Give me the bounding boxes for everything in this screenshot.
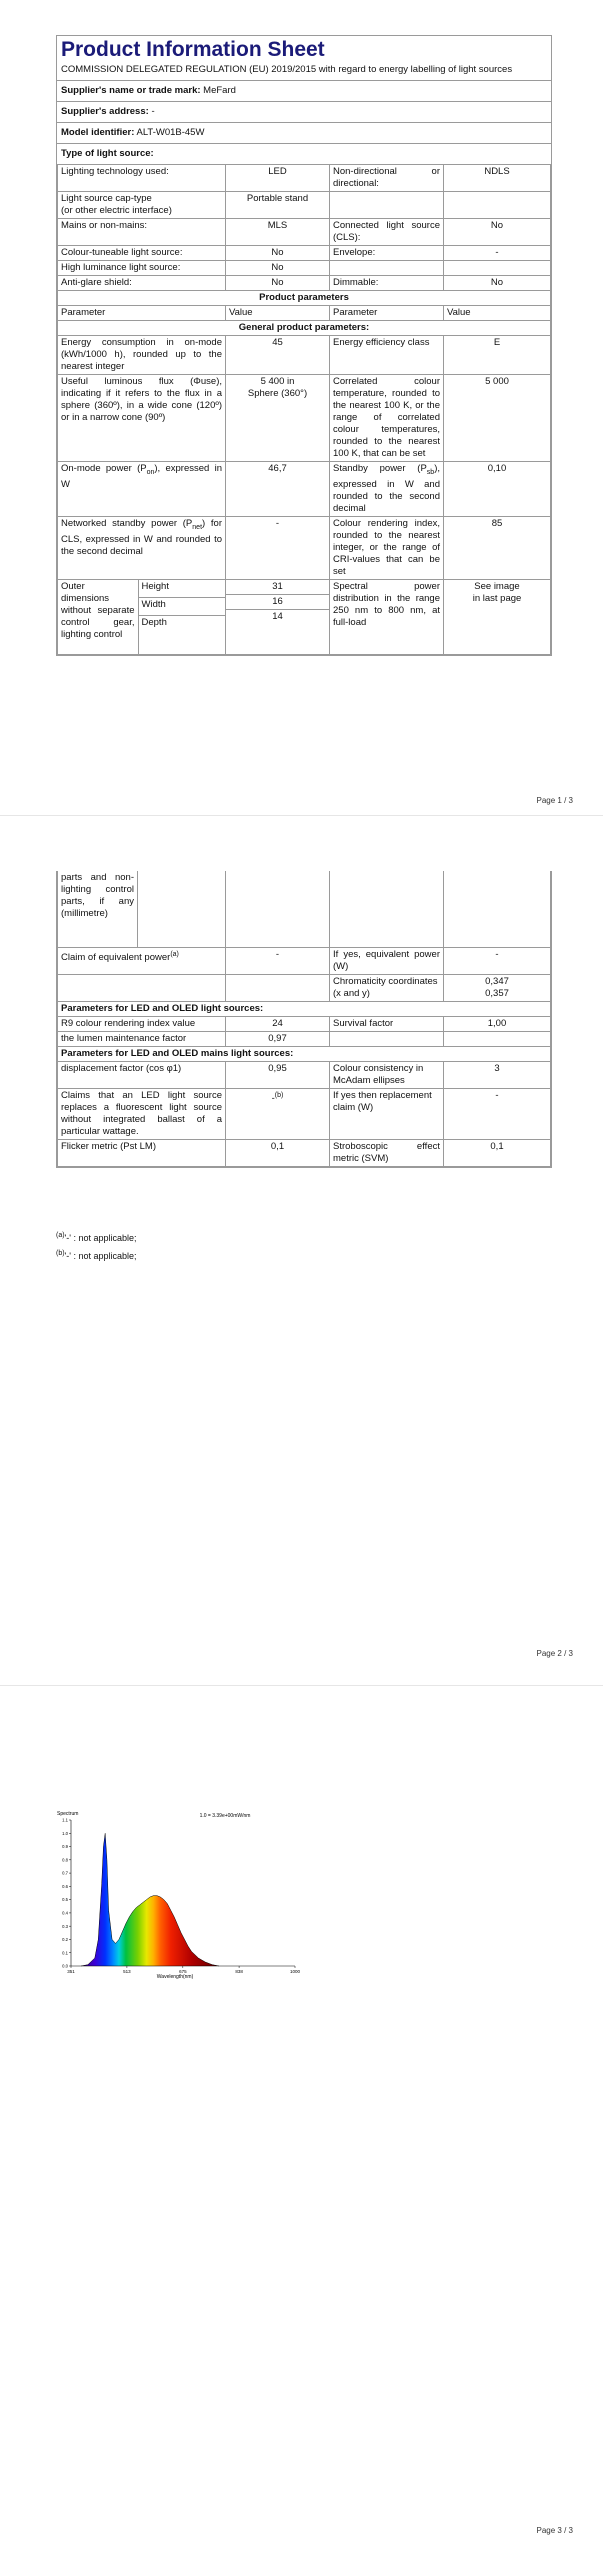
width-value: 16 [226, 595, 329, 610]
y-tick-label: 0.5 [62, 1897, 68, 1903]
equivalent-power-label: Claim of equivalent power$^{(a)}$ [58, 948, 226, 975]
non-directional-label: Non-directional or directional: [330, 165, 444, 192]
footnote-a: $^{(a)}$'-' : not applicable; [56, 1232, 137, 1243]
y-tick-label: 0.0 [62, 1963, 68, 1969]
high-luminance-value: No [226, 261, 330, 276]
product-parameters-heading: Product parameters [58, 291, 551, 306]
depth-value: 14 [272, 610, 283, 622]
model-value: ALT-W01B-45W [136, 127, 205, 138]
chart-annotation: 1.0 = 3.39e+00mW/nm [199, 1813, 251, 1819]
lighting-technology-value: LED [226, 165, 330, 192]
outer-dimensions-subtable [58, 580, 225, 654]
page-number: Page 2 / 3 [536, 1649, 573, 1658]
col-value-header-2: Value [444, 306, 551, 321]
spectrum-chart [55, 1806, 310, 1981]
replacement-label: If yes then replacement claim (W) [330, 1089, 444, 1140]
luminous-flux-label: Useful luminous flux (Φuse), indicating if it refers to the flux in a sphere (360º), in a wide cone (120º) or in a narrow cone (90º) [58, 375, 226, 462]
spd-label: Spectral power distribution in the range 250 nm to 800 nm, at full-load [330, 579, 444, 654]
x-tick-label: 838 [235, 1969, 243, 1974]
efficiency-class-value: E [444, 336, 551, 375]
y-axis-ticks [62, 1818, 71, 1969]
col-parameter-header: Parameter [58, 306, 226, 321]
parameters-table-page-1 [57, 164, 551, 655]
macadam-value: 3 [444, 1062, 551, 1089]
cri-label: Colour rendering index, rounded to the nearest integer, or the range of CRI-values that can be set [330, 516, 444, 579]
mains-value: MLS [226, 219, 330, 246]
table-row [58, 1140, 551, 1167]
table-row [58, 165, 551, 192]
cap-type-label [58, 192, 226, 219]
width-label: Width [138, 597, 225, 615]
onmode-power-label: On-mode power $(P_{on})$, expressed in W [58, 462, 226, 517]
table-row [58, 261, 551, 276]
replacement-value: - [444, 1089, 551, 1140]
cap-type-label-line-2: (or other electric interface) [61, 205, 172, 216]
spectrum-fill [71, 1820, 295, 1966]
table-header-row [58, 306, 551, 321]
regulation-text: COMMISSION DELEGATED REGULATION (EU) 2019/2015 with regard to energy labelling of light sources [57, 62, 551, 81]
y-tick-label: 1.1 [62, 1817, 68, 1823]
info-sheet-page-2 [56, 871, 552, 1168]
col-value-header: Value [226, 306, 330, 321]
cri-value: 85 [444, 516, 551, 579]
svm-label: Stroboscopic effect metric (SVM) [330, 1140, 444, 1167]
table-row [58, 1062, 551, 1089]
lumen-maintenance-label: the lumen maintenance factor [58, 1032, 226, 1047]
flicker-value: 0,1 [226, 1140, 330, 1167]
y-tick-label: 0.1 [62, 1950, 68, 1956]
page-number: Page 1 / 3 [536, 796, 573, 805]
y-tick-label: 0.3 [62, 1923, 68, 1929]
info-sheet-page-1 [56, 35, 552, 656]
spd-value-line-2: in last page [472, 592, 522, 604]
energy-consumption-label: Energy consumption in on-mode (kWh/1000 h), rounded up to the nearest integer [58, 336, 226, 375]
luminous-flux-value-line-1: 5 400 in [260, 376, 295, 387]
envelope-value: - [444, 246, 551, 261]
cct-value: 5 000 [444, 375, 551, 462]
y-tick-label: 1.0 [62, 1830, 68, 1836]
outer-dimensions-continued: parts and non-lighting control parts, if any (millimetre) [58, 871, 138, 948]
table-row [58, 975, 551, 1002]
x-tick-label: 351 [67, 1969, 75, 1974]
chromaticity-x: 0,347 [485, 976, 509, 987]
x-axis-label: Wavelength(nm) [156, 1974, 194, 1980]
colour-tuneable-value: No [226, 246, 330, 261]
page-1 [0, 0, 603, 815]
table-row [58, 276, 551, 291]
table-row [58, 192, 551, 219]
x-tick-label: 513 [123, 1969, 131, 1974]
supplier-address-value: - [151, 106, 155, 117]
table-row [58, 336, 551, 375]
cap-type-value: Portable stand [226, 192, 330, 219]
table-row [58, 1002, 551, 1017]
table-row [58, 291, 551, 306]
footnote-b: $^{(b)}$'-' : not applicable; [56, 1250, 137, 1261]
standby-power-value: 0,10 [444, 462, 551, 517]
claims-value: -$^{(b)}$ [226, 1089, 330, 1140]
y-tick-label: 0.4 [62, 1910, 68, 1916]
height-value: 31 [226, 580, 329, 595]
table-row [58, 462, 551, 517]
spd-value [444, 579, 551, 654]
chromaticity-value [444, 975, 551, 1002]
if-yes-equivalent-label: If yes, equivalent power (W) [330, 948, 444, 975]
chromaticity-label: Chromaticity coordinates (x and y) [330, 975, 444, 1002]
x-tick-label: 1000 [289, 1969, 301, 1974]
survival-label: Survival factor [330, 1017, 444, 1032]
table-row [58, 1017, 551, 1032]
r9-label: R9 colour rendering index value [58, 1017, 226, 1032]
supplier-name-row [57, 81, 551, 102]
model-row [57, 123, 551, 144]
table-row [58, 246, 551, 261]
anti-glare-value: No [226, 276, 330, 291]
standby-power-label: Standby power $(P_{sb})$, expressed in W and rounded to the second decimal [330, 462, 444, 517]
lighting-technology-label: Lighting technology used: [58, 165, 226, 192]
supplier-address-row [57, 102, 551, 123]
mains-label: Mains or non-mains: [58, 219, 226, 246]
light-source-type-label: Type of light source: [61, 148, 154, 159]
claims-label: Claims that an LED light source replaces a fluorescent light source without integrated ballast of a particular wattage. [58, 1089, 226, 1140]
x-tick-label: 675 [179, 1969, 187, 1974]
table-row [58, 1047, 551, 1062]
macadam-label: Colour consistency in McAdam ellipses [330, 1062, 444, 1089]
y-axis-label: Spectrum [57, 1811, 79, 1817]
table-row [58, 1089, 551, 1140]
flicker-label: Flicker metric (Pst LM) [58, 1140, 226, 1167]
parameters-table-page-2 [57, 871, 551, 1167]
high-luminance-label: High luminance light source: [58, 261, 226, 276]
dimmable-label: Dimmable: [330, 276, 444, 291]
spd-value-line-1: See image [474, 580, 520, 592]
page-number: Page 3 / 3 [536, 2526, 573, 2535]
luminous-flux-value [226, 375, 330, 462]
chromaticity-y: 0,357 [485, 988, 509, 999]
onmode-power-value: 46,7 [226, 462, 330, 517]
table-row [58, 948, 551, 975]
anti-glare-label: Anti-glare shield: [58, 276, 226, 291]
cls-label: Connected light source (CLS): [330, 219, 444, 246]
supplier-address-label: Supplier's address: [61, 106, 149, 117]
cls-value: No [444, 219, 551, 246]
light-source-type-row [57, 144, 551, 164]
luminous-flux-value-line-2: Sphere (360°) [247, 388, 308, 399]
y-tick-label: 0.2 [62, 1937, 68, 1943]
networked-standby-value: - [226, 516, 330, 579]
outer-dimensions-label: Outer dimensions without separate control gear, lighting control [58, 580, 138, 654]
envelope-label: Envelope: [330, 246, 444, 261]
cap-type-label-line-1: Light source cap-type [61, 193, 152, 204]
networked-standby-label: Networked standby power $(P_{net})$ for CLS, expressed in W and rounded to the second decimal [58, 516, 226, 579]
energy-consumption-value: 45 [226, 336, 330, 375]
col-parameter-header-2: Parameter [330, 306, 444, 321]
dimmable-value: No [444, 276, 551, 291]
supplier-name-label: Supplier's name or trade mark: [61, 85, 201, 96]
page-2 [0, 815, 603, 1686]
general-parameters-heading: General product parameters: [58, 321, 551, 336]
supplier-name-value: MeFard [203, 85, 236, 96]
table-row [58, 321, 551, 336]
led-mains-params-heading: Parameters for LED and OLED mains light sources: [58, 1047, 551, 1062]
cct-label: Correlated colour temperature, rounded to the nearest 100 K, or the range of correlated colour temperatures, rounded to the nearest 100 K, that can be set [330, 375, 444, 462]
height-label: Height [138, 580, 225, 597]
y-tick-label: 0.7 [62, 1870, 68, 1876]
y-tick-label: 0.6 [62, 1883, 68, 1889]
if-yes-equivalent-value: - [444, 948, 551, 975]
spectrum-chart-svg [55, 1806, 310, 1981]
table-row [58, 1032, 551, 1047]
document-title: Product Information Sheet [61, 38, 325, 61]
table-row [58, 516, 551, 579]
table-row [58, 375, 551, 462]
dimensions-values-cell [226, 579, 330, 654]
lumen-maintenance-value: 0,97 [226, 1032, 330, 1047]
non-directional-value: NDLS [444, 165, 551, 192]
table-row [58, 219, 551, 246]
svm-value: 0,1 [444, 1140, 551, 1167]
displacement-label: displacement factor (cos φ1) [58, 1062, 226, 1089]
table-row [58, 871, 551, 948]
r9-value: 24 [226, 1017, 330, 1032]
model-label: Model identifier: [61, 127, 135, 138]
colour-tuneable-label: Colour-tuneable light source: [58, 246, 226, 261]
outer-dimensions-cell [58, 579, 226, 654]
footnotes [56, 1228, 137, 1264]
depth-label: Depth [141, 616, 167, 628]
efficiency-class-label: Energy efficiency class [330, 336, 444, 375]
survival-value: 1,00 [444, 1017, 551, 1032]
equivalent-power-value: - [226, 948, 330, 975]
y-tick-label: 0.9 [62, 1844, 68, 1850]
led-oled-params-heading: Parameters for LED and OLED light sources: [58, 1002, 551, 1017]
table-row [58, 579, 551, 654]
page-3 [0, 1685, 603, 2561]
displacement-value: 0,95 [226, 1062, 330, 1089]
x-axis-ticks [67, 1966, 300, 1974]
y-tick-label: 0.8 [62, 1857, 68, 1863]
